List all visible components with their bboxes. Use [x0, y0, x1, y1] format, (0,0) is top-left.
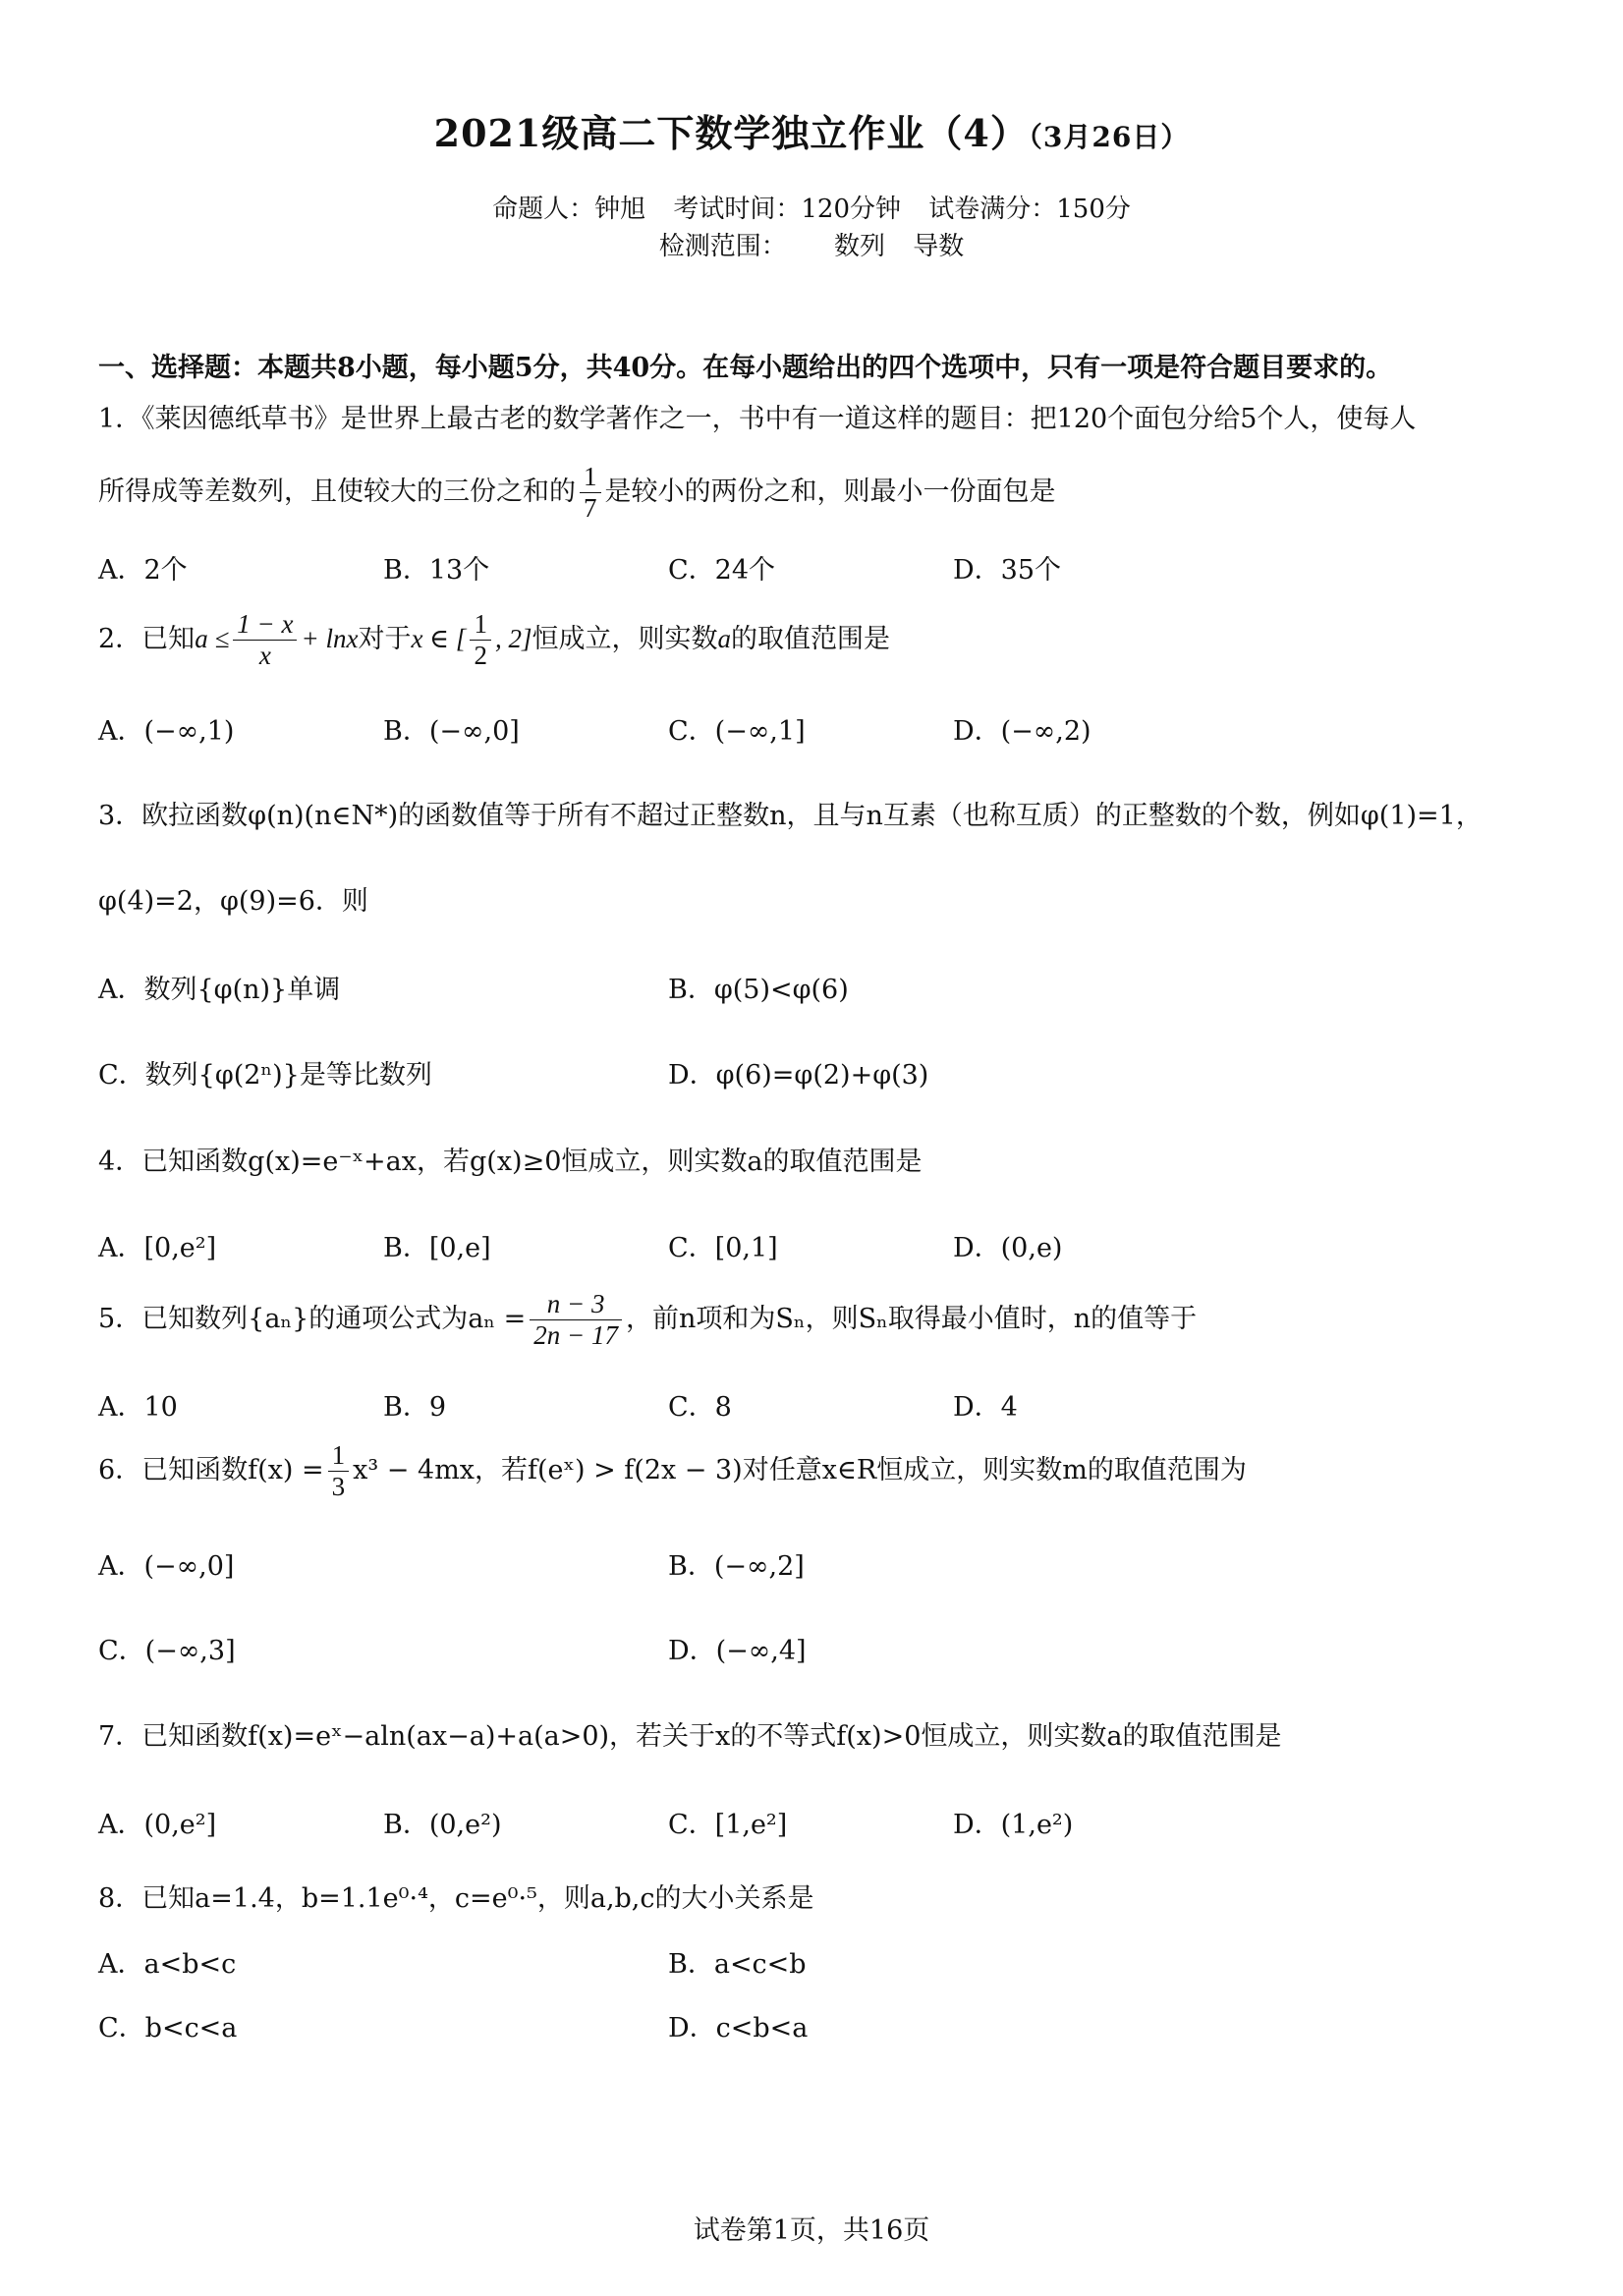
q7-option-d: D．(1,e²) — [953, 1810, 1074, 1840]
q2-dom-fraction — [470, 609, 491, 671]
q4-option-b: B．[0,e] — [383, 1233, 491, 1263]
exam-meta — [0, 189, 1623, 225]
score-text: 试卷满分：150分 — [928, 195, 1131, 224]
q2-dom-num: 1 — [470, 609, 491, 641]
q6-option-b: B．(−∞,2] — [668, 1551, 805, 1582]
q2-tail: 的取值范围是 — [730, 624, 890, 655]
section-heading: 一、选择题：本题共8小题，每小题5分，共40分。在每小题给出的四个选项中，只有一项是符合题目要求的。 — [98, 353, 1393, 383]
q4-option-d: D．(0,e) — [953, 1233, 1063, 1263]
time-text: 考试时间：120分钟 — [673, 195, 901, 224]
exam-scope — [0, 226, 1623, 262]
q5-option-b: B．9 — [383, 1392, 447, 1423]
q2-dom-end: , 2] — [494, 624, 532, 654]
q4-option-a: A．[0,e²] — [98, 1233, 217, 1263]
scope-b: 导数 — [913, 232, 965, 261]
title-text: 2021级高二下数学独立作业（4） — [433, 111, 1029, 155]
author-text: 命题人：钟旭 — [492, 195, 646, 224]
q2-post: 恒成立，则实数 — [532, 624, 718, 655]
q3-line2: φ(4)=2，φ(9)=6．则 — [98, 886, 368, 917]
q5-option-c: C．8 — [668, 1392, 732, 1423]
q2-pre: 2．已知 — [98, 624, 196, 655]
q4-stem: 4．已知函数g(x)=e⁻ˣ+ax，若g(x)≥0恒成立，则实数a的取值范围是 — [98, 1147, 923, 1177]
q5-option-a: A．10 — [98, 1392, 178, 1423]
q2-stem — [98, 609, 890, 671]
q8-option-a: A．a<b<c — [98, 1949, 237, 1980]
q5-frac-num: n − 3 — [530, 1289, 622, 1320]
title-date: （3月26日） — [1028, 121, 1190, 153]
q1-fraction — [580, 462, 601, 524]
q8-option-d: D．c<b<a — [668, 2013, 809, 2044]
scope-a: 数列 — [833, 232, 885, 261]
q2-ineq: a ≤ — [195, 624, 230, 654]
q5-stem — [98, 1289, 1197, 1351]
q1-option-c: C．24个 — [668, 555, 776, 586]
q1-line1: 1．《莱因德纸草书》是世界上最古老的数学著作之一，书中有一道这样的题目：把120个面包分给5个人，使每人 — [98, 404, 1417, 434]
q2-option-b: B．(−∞,0] — [383, 716, 520, 747]
q1-line2b: 是较小的两份之和，则最小一份面包是 — [604, 476, 1056, 508]
q3-option-a: A．数列{φ(n)}单调 — [98, 975, 341, 1005]
q3-option-c: C．数列{φ(2ⁿ)}是等比数列 — [98, 1060, 432, 1091]
q6-fraction — [328, 1440, 350, 1502]
q3-option-b: B．φ(5)<φ(6) — [668, 975, 849, 1005]
q2-mid: + lnx — [301, 624, 359, 654]
q6-option-c: C．(−∞,3] — [98, 1636, 236, 1666]
q1-frac-num: 1 — [580, 462, 601, 493]
q1-line2 — [98, 462, 1056, 524]
q6-option-d: D．(−∞,4] — [668, 1636, 807, 1666]
q6-frac-num: 1 — [328, 1440, 350, 1472]
q5-post: ，前n项和为Sₙ，则Sₙ取得最小值时，n的值等于 — [626, 1304, 1198, 1335]
q7-option-a: A．(0,e²] — [98, 1810, 217, 1840]
q2-frac-den: x — [258, 641, 271, 671]
q8-stem: 8．已知a=1.4，b=1.1e⁰·⁴，c=e⁰·⁵，则a,b,c的大小关系是 — [98, 1883, 814, 1914]
q7-option-b: B．(0,e²) — [383, 1810, 502, 1840]
q1-frac-den: 7 — [584, 493, 597, 524]
q2-dom-den: 2 — [474, 641, 487, 671]
q6-frac-den: 3 — [331, 1472, 346, 1502]
q3-line1: 3．欧拉函数φ(n)(n∈N*)的函数值等于所有不超过正整数n，且与n互素（也称互质）的正整数的个数，例如φ(1)=1， — [98, 801, 1483, 831]
q1-line2a: 所得成等差数列，且使较大的三份之和的 — [98, 476, 576, 508]
q8-option-c: C．b<c<a — [98, 2013, 238, 2044]
q2-option-c: C．(−∞,1] — [668, 716, 806, 747]
q6-stem — [98, 1440, 1247, 1502]
page-title — [0, 103, 1623, 157]
q2-dom: x ∈ [ — [411, 624, 467, 654]
q2-option-d: D．(−∞,2) — [953, 716, 1091, 747]
q1-option-a: A．2个 — [98, 555, 188, 586]
q2-frac-num: 1 − x — [233, 609, 297, 641]
q8-option-b: B．a<c<b — [668, 1949, 807, 1980]
q6-option-a: A．(−∞,0] — [98, 1551, 235, 1582]
page-footer: 试卷第1页，共16页 — [693, 2215, 930, 2246]
q5-frac-den: 2n − 17 — [533, 1320, 619, 1351]
q5-pre: 5．已知数列{aₙ}的通项公式为aₙ = — [98, 1304, 527, 1335]
q1-option-b: B．13个 — [383, 555, 490, 586]
q1-option-d: D．35个 — [953, 555, 1062, 586]
q5-fraction — [530, 1289, 622, 1351]
q2-fraction — [233, 609, 297, 671]
q7-option-c: C．[1,e²] — [668, 1810, 788, 1840]
q2-var: a — [717, 624, 731, 654]
q6-post: x³ − 4mx，若f(eˣ) > f(2x − 3)对任意x∈R恒成立，则实数m的取值范围为 — [353, 1455, 1247, 1486]
q2-option-a: A．(−∞,1) — [98, 716, 235, 747]
q2-for: 对于 — [358, 624, 412, 655]
q7-stem: 7．已知函数f(x)=eˣ−aln(ax−a)+a(a>0)，若关于x的不等式f(x)>0恒成立，则实数a的取值范围是 — [98, 1721, 1282, 1752]
q5-option-d: D．4 — [953, 1392, 1018, 1423]
q4-option-c: C．[0,1] — [668, 1233, 778, 1263]
q3-option-d: D．φ(6)=φ(2)+φ(3) — [668, 1060, 929, 1091]
scope-label: 检测范围： — [658, 232, 787, 261]
q6-pre: 6．已知函数f(x) = — [98, 1455, 324, 1486]
